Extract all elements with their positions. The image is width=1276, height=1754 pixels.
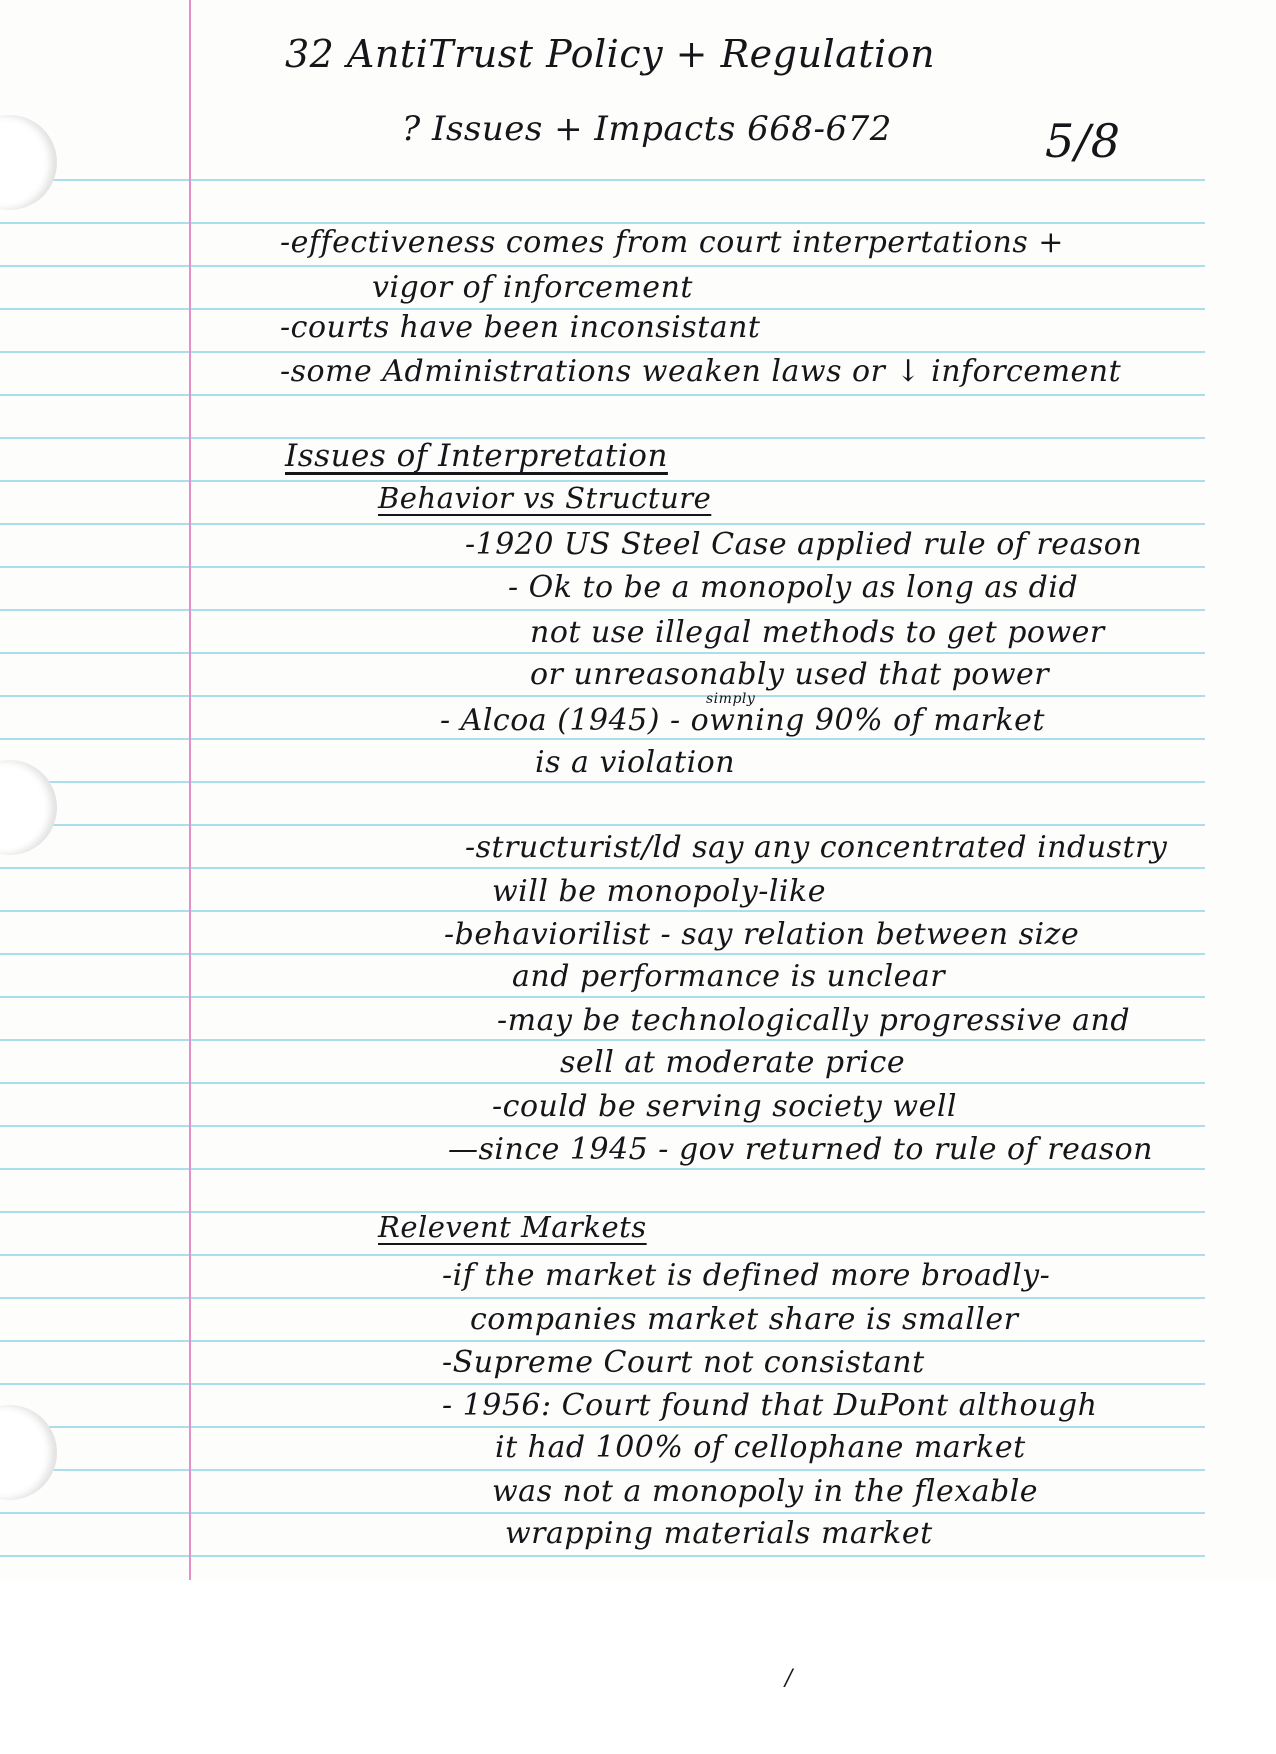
note-line: - 1956: Court found that DuPont although [442, 1388, 1098, 1423]
note-line: will be monopoly-like [492, 874, 826, 909]
page-bottom-margin [0, 1580, 1276, 1754]
section-subheading: Behavior vs Structure [378, 481, 712, 515]
note-line: sell at moderate price [560, 1045, 906, 1080]
note-line: —since 1945 - gov returned to rule of reason [448, 1132, 1153, 1167]
note-line: wrapping materials market [505, 1516, 933, 1551]
note-line: -may be technologically progressive and [497, 1003, 1131, 1038]
page-subtitle: ? Issues + Impacts 668-672 [402, 109, 892, 149]
note-line: - Alcoa (1945) - owning 90% of market [440, 703, 1045, 738]
section-heading: Issues of Interpretation [285, 438, 668, 474]
note-line: was not a monopoly in the flexable [492, 1474, 1039, 1509]
note-line: not use illegal methods to get power [530, 615, 1105, 650]
note-line: -structurist/ld say any concentrated industry [465, 830, 1168, 865]
note-line: -courts have been inconsistant [280, 310, 761, 345]
note-line: -Supreme Court not consistant [442, 1345, 925, 1380]
page-title: 32 AntiTrust Policy + Regulation [285, 32, 936, 76]
note-line: -could be serving society well [492, 1089, 958, 1124]
note-line: -1920 US Steel Case applied rule of reason [465, 527, 1143, 562]
stray-mark: / [785, 1666, 793, 1691]
note-line: vigor of inforcement [372, 270, 693, 305]
note-line: - Ok to be a monopoly as long as did [508, 570, 1079, 605]
note-line: -some Administrations weaken laws or ↓ inforcement [280, 354, 1122, 389]
date-label: 5/8 [1045, 114, 1121, 168]
inserted-word: simply [706, 691, 756, 707]
note-line: -if the market is defined more broadly- [442, 1258, 1051, 1293]
note-line: -effectiveness comes from court interpertations + [280, 225, 1064, 260]
note-line: -behaviorilist - say relation between size [444, 917, 1080, 952]
note-line: is a violation [535, 745, 736, 780]
note-line: and performance is unclear [512, 959, 946, 994]
note-line: it had 100% of cellophane market [495, 1430, 1026, 1465]
note-line: or unreasonably used that power [530, 657, 1050, 692]
note-line: companies market share is smaller [470, 1302, 1019, 1337]
section-heading: Relevent Markets [378, 1210, 647, 1244]
